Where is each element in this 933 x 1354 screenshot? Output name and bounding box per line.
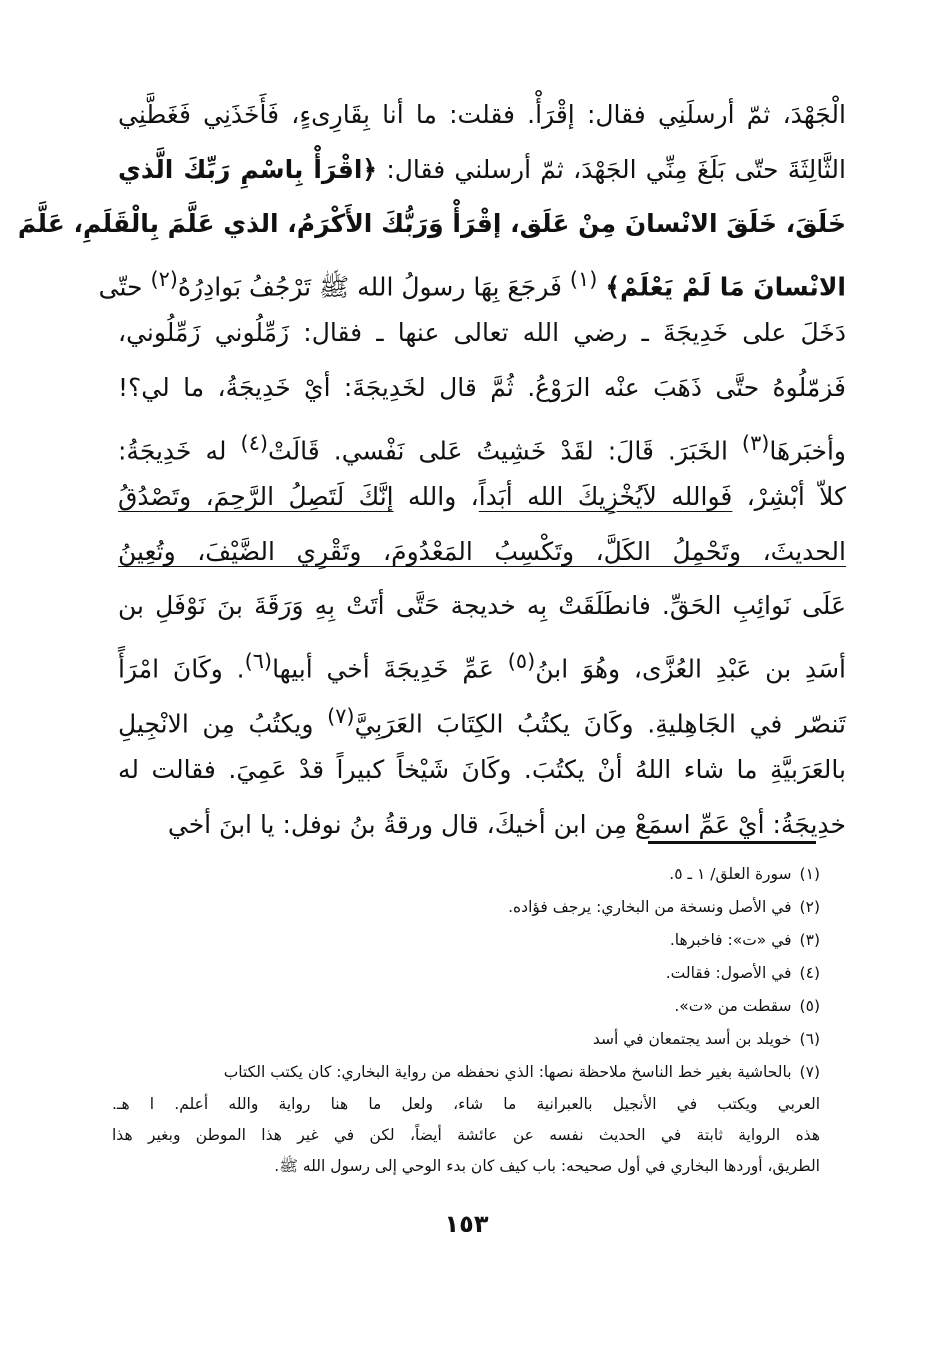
- footnote-5: [112, 990, 820, 1023]
- footnote-ref-1: (١): [569, 266, 598, 291]
- main-text-block: [17, 88, 847, 852]
- text-line-8-mid: ، والله: [407, 482, 479, 512]
- footnote-ref-2: (٢): [150, 266, 178, 291]
- footnote-ref-5: (٥): [507, 648, 536, 673]
- footnote-text: في «ت»: فاخبرها.: [669, 931, 792, 949]
- footnote-ref-3: (٣): [741, 430, 770, 455]
- text-line-10: عَلَى نَوائِبِ الحَقِّ. فانطَلَقَتْ بِه خديجة حَتَّى أتَتْ بِهِ وَرَقَةَ بنَ نَوْفَلِ بن: [118, 591, 846, 621]
- text-line-11-start: أسَدِ بن عَبْدِ العُزَّى، وهُوَ ابنُ: [535, 654, 846, 684]
- footnote-7-continuation-1: العربي ويكتب في الأنجيل بالعبرانية ما شاء، ولعل ما هنا رواية والله أعلم. ا هـ.: [112, 1095, 820, 1113]
- footnote-number: (٦): [799, 1030, 820, 1048]
- quran-verse-start: ﴿اقْرَأْ بِاسْمِ رَبِّكَ الَّذي: [118, 154, 378, 184]
- footnote-ref-6: (٦): [244, 648, 273, 673]
- footnote-text: في الأصل ونسخة من البخاري: يرجف فؤاده.: [508, 898, 792, 916]
- footnote-text: في الأصول: فقالت.: [665, 964, 792, 982]
- footnote-number: (٥): [799, 997, 820, 1015]
- text-line-9-underlined: الحديثَ، وتَحْمِلُ الكَلَّ، وتَكْسِبُ المَعْدُومَ، وتَقْرِي الضَّيْفَ، وتُعِينُ: [118, 536, 846, 566]
- footnote-3: [112, 924, 820, 957]
- footnote-ref-4: (٤): [240, 430, 269, 455]
- text-line-12-start: تَنصّر في الجَاهِليةِ. وكَانَ يكتُبُ الكِتَابَ العَرَبِيَّ: [354, 708, 846, 738]
- text-line-14: خدِيجَةُ: أيْ عَمِّ اسمَعْ مِن ابن أخيكَ، قال ورقةُ بنُ نوفل: يا ابنَ أخي: [167, 809, 846, 839]
- text-line-11: [118, 634, 846, 689]
- text-line-7-start: وأخبَرهَا: [769, 435, 847, 465]
- text-line-5: دَخَلَ على خَدِيجَةَ ـ رضي الله تعالى عنها ـ فقال: زَمِّلُوني زَمِّلُوني،: [118, 318, 846, 348]
- text-line-1: الْجَهْدَ، ثمّ أرسلَنِي فقال: إقْرَأْ. فقلت: ما أنا بِقَارِىءٍ، فَأَخَذَنِي فَغَطَّنِي: [118, 100, 846, 129]
- text-line-3-quran: خَلَقَ، خَلَقَ الانْسانَ مِنْ عَلَق، إقْرَأْ وَرَبُّكَ الأَكْرَمُ، الذي عَلَّمَ بِالْقَلَمِ، عَلَّمَ: [17, 209, 846, 239]
- footnote-7: [112, 1056, 820, 1089]
- footnote-separator: [648, 841, 816, 844]
- text-line-2: [118, 143, 846, 198]
- footnote-4: [112, 957, 820, 990]
- footnote-6: [112, 1023, 820, 1056]
- text-line-7-end: له خَدِيجَةُ:: [118, 435, 227, 465]
- text-line-11-end: . وكَانَ امْرَأً: [118, 654, 245, 684]
- text-line-12-rest: ويكتُبُ مِن الانْجِيلِ: [118, 708, 314, 738]
- underlined-phrase-2: إنَّكَ لَتَصِلُ الرَّحِمَ، وتَصْدُقُ: [118, 482, 394, 512]
- footnotes-block: [112, 858, 820, 1182]
- text-line-4: [98, 252, 846, 307]
- text-line-8: [118, 470, 846, 525]
- text-line-4-end: حتّى: [98, 272, 143, 302]
- text-line-13: بالعَرَبيَّةِ ما شاء اللهُ أنْ يكتُبَ. وكَانَ شَيْخاً كبيراً قدْ عَمِيَ. فقالت له: [118, 755, 846, 785]
- text-line-11-rest: عَمِّ خَدِيجَةَ أخي أبيها: [272, 654, 494, 684]
- footnote-number: (٣): [799, 931, 820, 949]
- text-line-6: فَزمّلُوهُ حتَّى ذَهَبَ عنْه الرَوْعُ. ثُمَّ قال لخَدِيجَةَ: أيْ خَدِيجَةُ، ما لي؟!: [118, 372, 846, 402]
- footnote-ref-7: (٧): [327, 703, 355, 728]
- page-number: ١٥٣: [444, 1210, 489, 1238]
- text-line-12: [118, 689, 846, 744]
- footnote-1: [112, 858, 820, 891]
- footnote-number: (١): [799, 865, 820, 883]
- footnote-text: بالحاشية بغير خط الناسخ ملاحظة نصها: الذي نحفظه من رواية البخاري: كان يكتب الكتاب: [223, 1063, 792, 1081]
- footnote-text: سقطت من «ت».: [674, 997, 792, 1015]
- footnote-2: [112, 891, 820, 924]
- text-line-2-plain: الثَّالِثَةَ حتّى بَلَغَ مِنِّي الجَهْدَ، ثمّ أرسلني فقال:: [386, 154, 846, 184]
- footnote-number: (٢): [799, 898, 820, 916]
- footnote-text: خويلد بن أسد يجتمعان في أسد: [592, 1030, 792, 1048]
- quran-verse-end: الانْسانَ مَا لَمْ يَعْلَمْ: [619, 272, 846, 302]
- text-line-4-rest: فَرجَعَ بِهَا رسولُ الله ﷺ تَرْجُفُ بَوادِرُهُ: [177, 272, 562, 302]
- text-line-7-rest: الخَبَرَ. قَالَ: لقَدْ خَشِيتُ عَلى نَفْسي. قَالَتْ: [268, 435, 728, 465]
- quran-close-bracket: ﴾: [605, 272, 620, 302]
- footnote-7-continuation-2: هذه الرواية ثابتة في الحديث نفسه عن عائشة أيضاً، لكن في غير هذا الموطن وبغير هذا: [112, 1126, 820, 1144]
- text-line-8-start: كلاّ أبْشِرْ،: [746, 482, 846, 512]
- footnote-number: (٤): [799, 964, 820, 982]
- footnote-text: سورة العلق/ ١ ـ ٥.: [669, 865, 792, 883]
- underlined-phrase-1: فَوالله لاَيُخْزِيكَ الله أبَداً: [478, 482, 733, 512]
- footnote-7-continuation-3: الطريق، أوردها البخاري في أول صحيحه: باب كيف كان بدء الوحي إلى رسول الله ﷺ.: [274, 1157, 820, 1175]
- text-line-7: [118, 416, 846, 471]
- footnote-number: (٧): [799, 1063, 820, 1081]
